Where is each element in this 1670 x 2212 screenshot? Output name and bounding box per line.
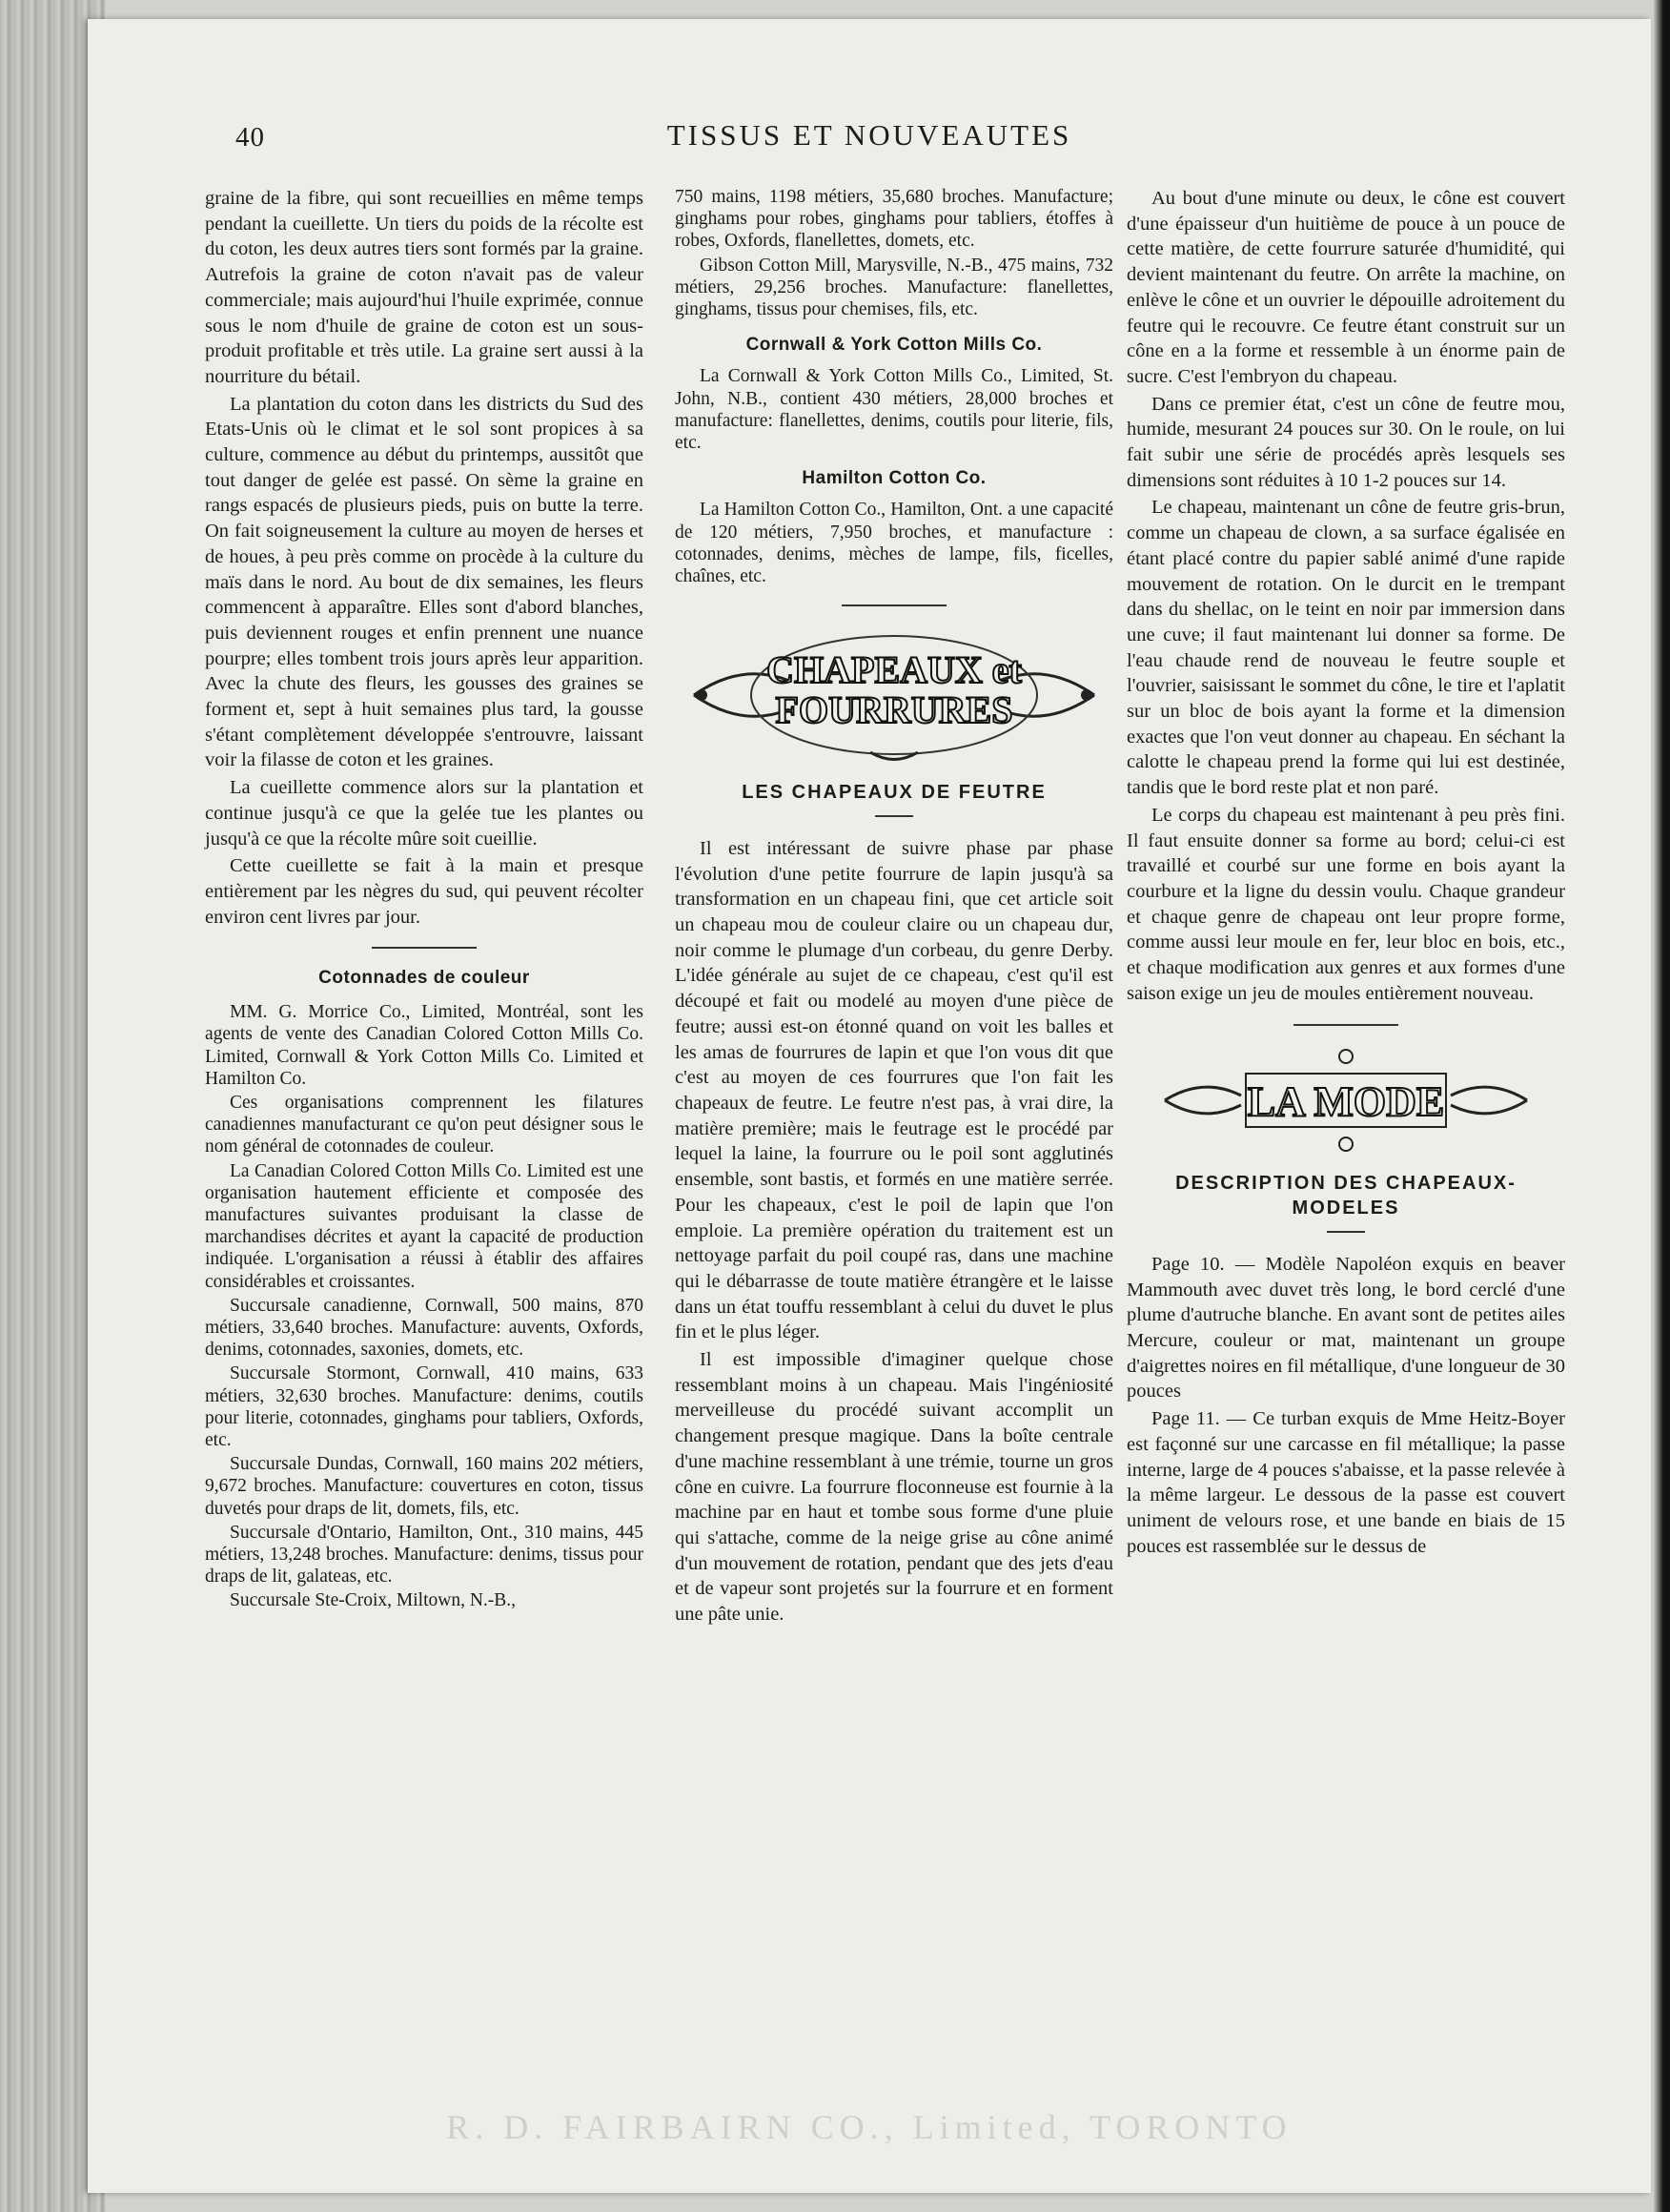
paragraph: Le corps du chapeau est maintenant à peu près fini. Il faut ensuite donner sa forme au bord; celui-ci est travaillé et courbé sur une forme en bois ayant la courbure et la ligne du dessin voulu. Chaque grandeur et chaque genre de chapeau ont leur propre forme, comme aussi leur moule en fer, leur bloc en bois, etc., et chaque modification aux genres et aux formes d'une saison exige un jeu de moules entièrement nouveau. [1127, 804, 1565, 1004]
paragraph: Page 11. — Ce turban exquis de Mme Heitz-Boyer est façonné sur une carcasse en fil métallique; la passe interne, large de 4 pouces s'abaisse, et la passe relevée à la même largeur. Le dessous de la passe est couvert uniment de velours rose, et une bande en biais de 15 pouces est rassemblée sur le dessus de [1127, 1408, 1565, 1557]
paragraph: graine de la fibre, qui sont recueillies en même temps pendant la cueillette. Un tiers du poids de la récolte est du coton, les deux autres tiers sont formés par la graine. Autrefois la graine de coton n'avait pas de valeur commerciale; mais aujourd'hui l'huile exprimée, connue sous le nom d'huile de graine de coton est un sous-produit profitable et très utile. La graine sert aussi à la nourriture du bétail. [205, 188, 643, 387]
paragraph: Succursale Dundas, Cornwall, 160 mains 202 métiers, 9,672 broches. Manufacture: couvertures en coton, tissus duvetés pour draps de lit, domets, fils, etc. [205, 1454, 643, 1519]
section-heading-cotonnades: Cotonnades de couleur [318, 968, 530, 989]
paragraph: Au bout d'une minute ou deux, le cône est couvert d'une épaisseur d'un huitième de pouce à un pouce de cette matière, de cette fourrure saturée d'humidité, qui devient maintenant du feutre. On arrête la machine, on enlève le cône et un ouvrier le dépouille adroitement du feutre qui le recouvre. Ce feutre étant construit sur un cône en a la forme et ressemble à un énorme pain de sucre. C'est l'embryon du chapeau. [1127, 188, 1565, 387]
paragraph: La plantation du coton dans les districts du Sud des Etats-Unis où le climat et le sol sont propices à sa culture, commence au début du printemps, aussitôt que tout danger de gelée est passé. On sème la graine en rangs espacés de plusieurs pieds, puis on butte la terre. On fait soigneusement la culture au moyen de herses et de houes, à peu près comme on procède à la culture du maïs dans le nord. Au bout de dix semaines, les fleurs commencent à apparaître. Elles sont d'abord blanches, puis deviennent rouges et enfin prennent une nuance pourpre; elles tombent trois jours après leur apparition. Avec la chute des fleurs, les gousses des graines se forment et, sept à huit semaines plus tard, la gousse s'étant complètement développée s'entrouvre, laissant voir la filasse de coton et les graines. [205, 393, 643, 771]
paragraph: La cueillette commence alors sur la plantation et continue jusqu'à ce que la gelée tue les plantes ou jusqu'à ce que la récolte mûre soit cueillie. [205, 777, 643, 850]
paragraph: Cette cueillette se fait à la main et presque entièrement par les nègres du sud, qui peuvent récolter environ cent livres par jour. [205, 855, 643, 928]
chapeaux-fourrures-banner [684, 624, 1104, 767]
column-middle [675, 186, 1113, 1629]
section-heading-chapeaux-feutre: LES CHAPEAUX DE FEUTRE [742, 782, 1047, 804]
paragraph: Il est impossible d'imaginer quelque chose ressemblant moins à un chapeau. Mais l'ingéniosité merveilleuse du procédé suivant accomplit un changement presque magique. Dans la boîte centrale d'une machine ressemblant à une trémie, tourne un gros cône en cuivre. La fourrure floconneuse est fournie à la machine par en haut et tombe sous forme d'une pluie qui s'attache, comme de la neige grise au cône animé d'un mouvement de rotation, pendant que des jets d'eau et de vapeur sont projetés sur la fourrure et en forment une pâte unie. [675, 1349, 1113, 1626]
paragraph: Succursale Ste-Croix, Miltown, N.-B., [230, 1590, 517, 1611]
page-header [88, 114, 1651, 153]
section-divider [1327, 1231, 1365, 1233]
paragraph: 750 mains, 1198 métiers, 35,680 broches. Manufacture; ginghams pour robes, ginghams pour tabliers, étoffes à robes, Oxfords, flanellettes, domets, etc. [675, 187, 1113, 252]
paragraph: Succursale canadienne, Cornwall, 500 mains, 870 métiers, 33,640 broches. Manufacture: auvents, Oxfords, denims, cotonnades, saxonies, domets, etc. [205, 1295, 643, 1361]
section-heading-cornwall-york: Cornwall & York Cotton Mills Co. [745, 335, 1043, 356]
scan-right-edge [1653, 0, 1670, 2212]
paragraph: Il est intéressant de suivre phase par phase l'évolution d'une petite fourrure de lapin jusqu'à sa transformation en un chapeau fini, que cet article soit un chapeau mou de couleur claire ou un chapeau dur, noir comme le plumage d'un corbeau, du genre Derby. L'idée générale au sujet de ce chapeau, c'est qu'il est découpé et fait ou modelé au moyen d'une pièce de feutre; aussi est-on étonné quand on voit les balles et les amas de fourrures de lapin et que l'on vous dit que c'est au moyen de ces fourrures que l'on fait les chapeaux de feutre. Le feutre n'est pas, à vrai dire, la matière première; mais le feutrage est le procédé par lequel la laine, la fourrure ou le poil sont agglutinés ensemble, sont bastis, et formés en une matière serrée. Pour les chapeaux, c'est le poil de lapin que l'on emploie. La première opération du traitement est un nettoyage parfait du poil coupé ras, dans une machine qui le débarrasse de toute matière étrangère et le laisse dans un état touffu ressemblant à celui du duvet le plus fin et le plus léger. [675, 837, 1113, 1343]
section-heading-chapeaux-modeles: DESCRIPTION DES CHAPEAUX-MODELES [1175, 1172, 1517, 1219]
banner-line-1: CHAPEAUX et [766, 648, 1022, 692]
show-through-footer: R. D. FAIRBAIRN CO., Limited, TORONTO [446, 2108, 1293, 2146]
magazine-page [88, 19, 1651, 2193]
column-right [1127, 186, 1565, 1561]
paragraph: Gibson Cotton Mill, Marysville, N.-B., 475 mains, 732 métiers, 29,256 broches. Manufacture: flanellettes, ginghams, tissus pour chemises, fils, etc. [675, 255, 1113, 320]
page-number: 40 [235, 122, 265, 153]
section-heading-hamilton: Hamilton Cotton Co. [802, 468, 987, 489]
banner-la-mode-text: LA MODE [1247, 1077, 1445, 1125]
paragraph: MM. G. Morrice Co., Limited, Montréal, sont les agents de vente des Canadian Colored Cotton Mills Co. Limited, Cornwall & York Cotton Mills Co. Limited et Hamilton Co. [205, 1002, 643, 1089]
paragraph: La Canadian Colored Cotton Mills Co. Limited est une organisation hautement efficiente et composée des manufactures suivantes produisant la classe de marchandises décrites et ayant la capacité de production indiquée. L'organisation a réussi à établir des affaires considérables et croissantes. [205, 1160, 643, 1292]
paragraph: Le chapeau, maintenant un cône de feutre gris-brun, comme un chapeau de clown, a sa surface égalisée en étant placé contre du papier sablé animé d'une rapide mouvement de rotation. On le durcit en le trempant dans du shellac, on le teint en noir par immersion dans une cuve; il faut maintenant lui donner sa forme. De l'eau chaude rend de nouveau le feutre souple et l'ouvrier, saisissant le sommet du cône, le tire et l'aplatit sur un bloc de bois ayant la forme et la dimension exactes que l'on veut donner au chapeau. En séchant la calotte le chapeau prend la forme qui lui est destinée, tandis que le bord reste plat et non paré. [1127, 497, 1565, 799]
section-divider [875, 815, 913, 817]
running-title: TISSUS ET NOUVEAUTES [666, 118, 1072, 152]
paragraph: Succursale Stormont, Cornwall, 410 mains, 633 métiers, 32,630 broches. Manufacture: denims, coutils pour literie, cotonnades, ginghams pour tabliers, Oxfords, etc. [205, 1363, 643, 1450]
paragraph: Ces organisations comprennent les filatures canadiennes manufacturant ce qu'on peut désigner sous le nom général de cotonnades de couleur. [205, 1092, 643, 1157]
paragraph: Page 10. — Modèle Napoléon exquis en beaver Mammouth avec duvet très long, le bord cerclé d'une plume d'autruche blanche. En avant sont de petites ailes Mercure, couleur or mat, maintenant un groupe d'aigrettes noires en fil métallique, d'une longueur de 30 pouces [1127, 1253, 1565, 1403]
banner-line-2: FOURRURES [775, 688, 1013, 732]
section-divider [842, 604, 947, 606]
section-divider [1293, 1024, 1398, 1026]
la-mode-banner [1155, 1043, 1537, 1157]
paragraph: La Cornwall & York Cotton Mills Co., Limited, St. John, N.B., contient 430 métiers, 28,000 broches et manufacture: flanellettes, denims, coutils pour literie, fils, etc. [675, 366, 1113, 454]
section-divider [372, 947, 477, 949]
paragraph: La Hamilton Cotton Co., Hamilton, Ont. a une capacité de 120 métiers, 7,950 broches, et manufacture : cotonnades, denims, mèches de lampe, fils, ficelles, chaînes, etc. [675, 500, 1113, 587]
paragraph: Dans ce premier état, c'est un cône de feutre mou, humide, mesurant 24 pouces sur 30. On le roule, on lui fait subir une série de procédés après lesquels ses dimensions sont réduites à 10 1-2 pouces sur 14. [1127, 393, 1565, 491]
column-left [205, 186, 643, 1614]
paragraph: Succursale d'Ontario, Hamilton, Ont., 310 mains, 445 métiers, 13,248 broches. Manufacture: denims, tissus pour draps de lit, galateas, etc. [205, 1522, 643, 1587]
